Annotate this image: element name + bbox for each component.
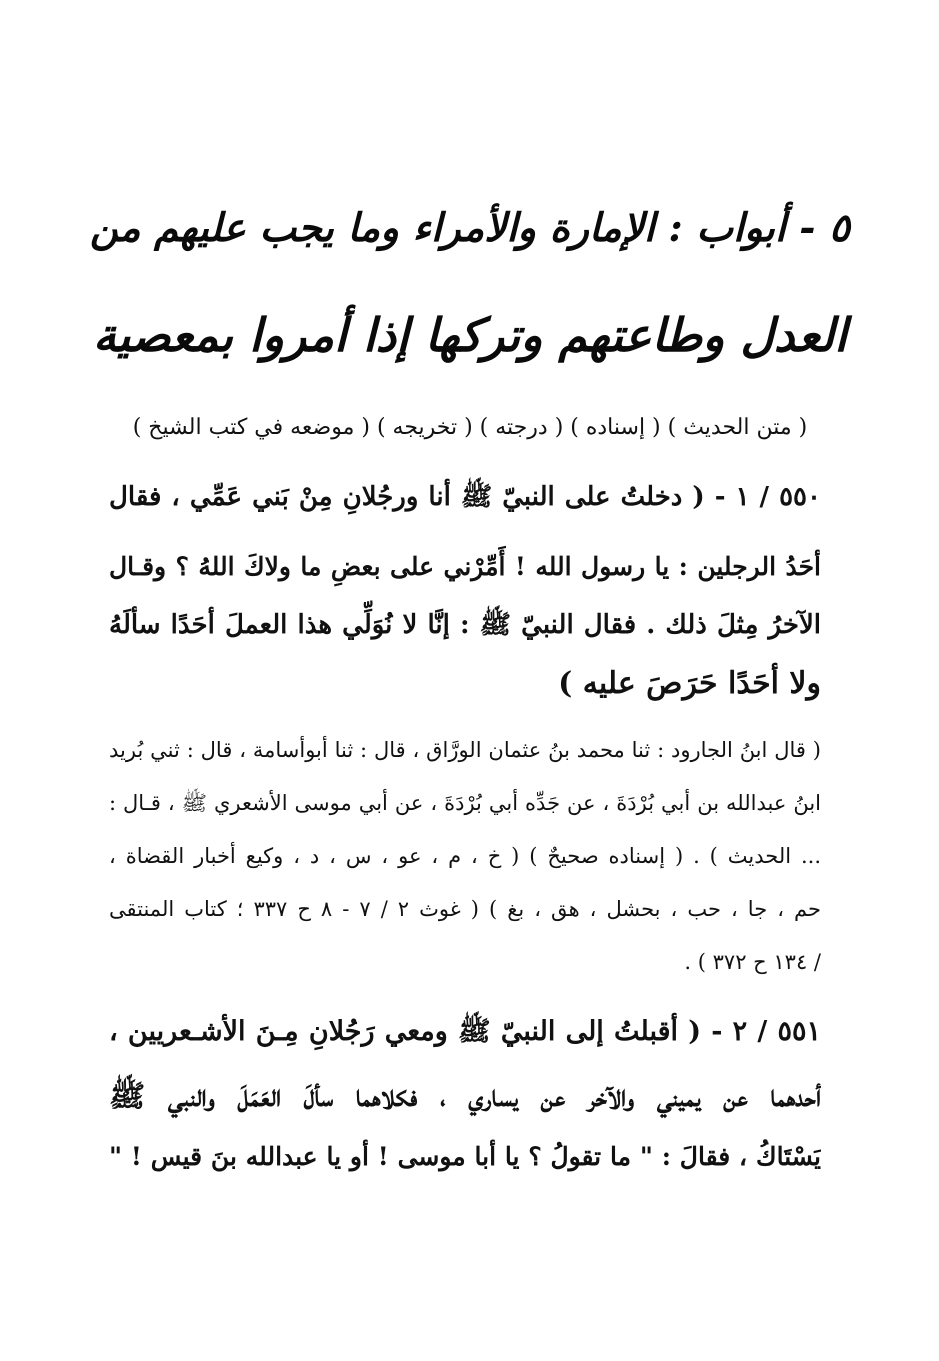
hadith-550-note-line-4: حم ، جا ، حب ، بحشل ، هق ، بغ ) ( غوث ٢ / ٧ - ٨ ح ٣٣٧ ؛ كتاب المنتقى xyxy=(109,897,821,921)
hadith-550-note-line-1: ( قال ابنُ الجارود : ثنا محمد بنُ عثمان الورَّاق ، قال : ثنا أبوأسامة ، قال : ثني بُريد xyxy=(109,738,821,762)
hadith-551-line-3: يَسْتَاكُ ، فقالَ : " ما تقولُ ؟ يا أبا موسى ! أو يا عبدالله بنَ قيس ! " xyxy=(109,1142,821,1171)
page-edge xyxy=(0,0,12,1361)
hadith-550-note-line-3: ... الحديث ) . ( إسناده صحيحٌ ) ( خ ، م ، عو ، س ، د ، وكيع أخبار القضاة ، xyxy=(109,844,821,868)
hadith-550-line-4: ولا أحَدًا حَرَصَ عليه ) xyxy=(558,666,821,701)
hadith-551-line-2: أحدهما عن يميني والآخر عن يساري ، فكلاهما سألَ العَمَلَ والنبي ﷺ xyxy=(109,1079,821,1114)
hadith-550-line-1: ٥٥٠ / ١ - ( دخلتُ على النبيّ ﷺ أنا ورجُلانِ مِنْ بَني عَمِّي ، فقال xyxy=(109,482,821,512)
hadith-551-line-1: ٥٥١ / ٢ - ( أقبلتُ إلى النبيّ ﷺ ومعي رَجُلانِ مِـنَ الأشـعريين ، xyxy=(109,1016,821,1047)
column-guide: ( متن الحديث ) ( إسناده ) ( درجته ) ( تخريجه ) ( موضعه في كتب الشيخ ) xyxy=(132,415,808,440)
hadith-550-line-3: الآخرُ مِثلَ ذلك . فقال النبيّ ﷺ : إنَّا لا نُوَلِّي هذا العملَ أحَدًا سألَهُ xyxy=(109,610,821,640)
hadith-550-line-2: أحَدُ الرجلين : يا رسول الله ! أَمِّرْني على بعضِ ما ولاكَ اللهُ ؟ وقـال xyxy=(109,552,821,581)
hadith-550-note-line-2: ابنُ عبدالله بن أبي بُرْدَةَ ، عن جَدِّه أبي بُرْدَةَ ، عن أبي موسى الأشعري ﷺ ، قـال : xyxy=(109,791,821,815)
chapter-title-line-1: ٥ - أبواب : الإمارة والأمراء وما يجب عليهم من xyxy=(89,205,850,251)
hadith-550-note-line-5: / ١٣٤ ح ٣٧٢ ) . xyxy=(684,950,821,974)
chapter-title-line-2: العدل وطاعتهم وتركها إذا أمروا بمعصية xyxy=(93,308,847,362)
